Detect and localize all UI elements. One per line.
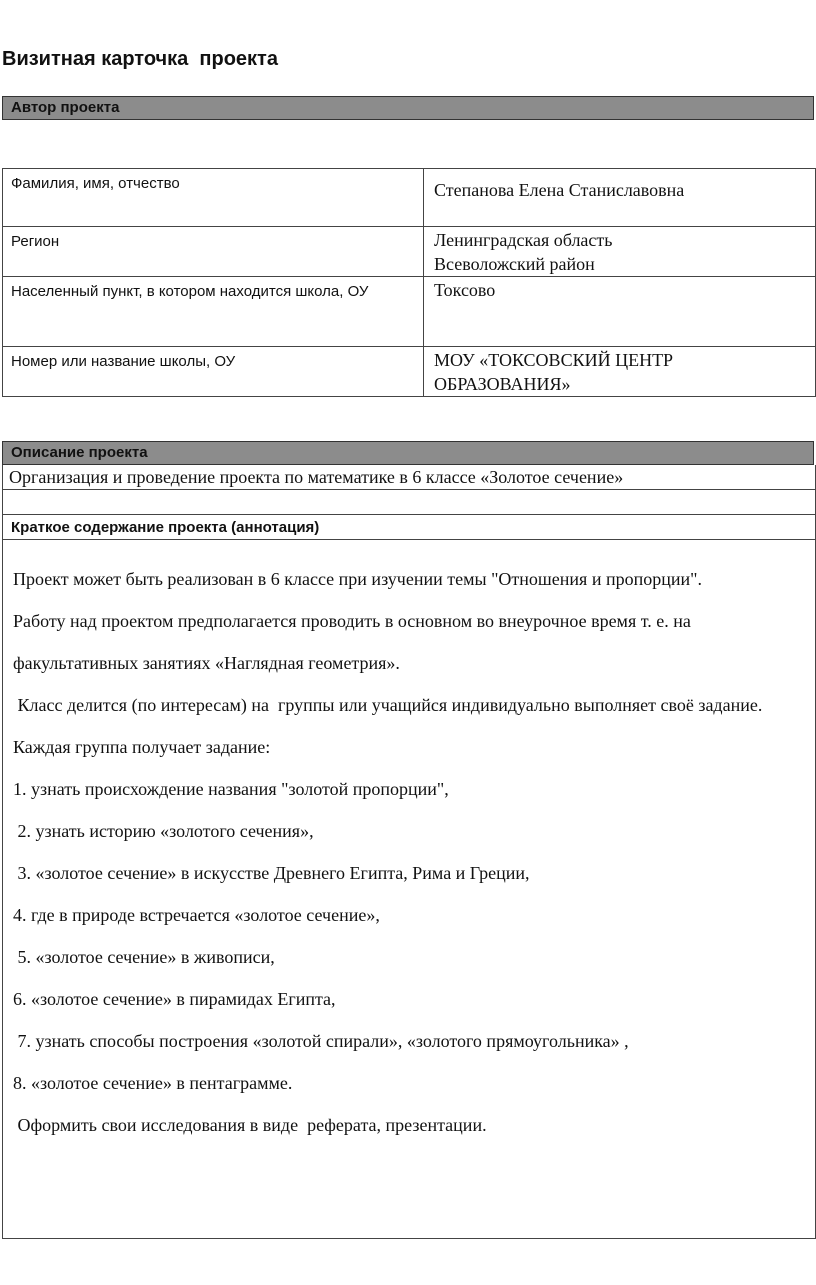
annotation-line: 6. «золотое сечение» в пирамидах Египта, <box>13 989 336 1009</box>
school-label: Номер или название школы, ОУ <box>3 347 424 397</box>
table-row <box>3 347 816 397</box>
annotation-line: Работу над проектом предполагается проводить в основном во внеурочное время т. е. на факультативных занятиях «Наглядная геометрия». <box>13 611 696 673</box>
document-title: Визитная карточка проекта <box>2 48 278 70</box>
locality-label: Населенный пункт, в котором находится школа, ОУ <box>3 277 424 347</box>
locality-value: Токсово <box>424 277 816 347</box>
fio-label: Фамилия, имя, отчество <box>3 169 424 227</box>
annotation-line: Класс делится (по интересам) на группы или учащийся индивидуально выполняет своё задание. Каждая группа получает задание: <box>13 695 767 757</box>
author-info-table <box>2 168 816 397</box>
project-title: Организация и проведение проекта по математике в 6 классе «Золотое сечение» <box>3 465 815 490</box>
annotation-line: Проект может быть реализован в 6 классе при изучении темы "Отношения и пропорции". <box>13 569 702 589</box>
region-label: Регион <box>3 227 424 277</box>
annotation-line: 2. узнать историю «золотого сечения», <box>13 821 314 841</box>
annotation-line: 4. где в природе встречается «золотое сечение», <box>13 905 380 925</box>
empty-row <box>3 490 815 515</box>
description-section-header: Описание проекта <box>2 441 814 465</box>
author-section-header: Автор проекта <box>2 96 814 120</box>
table-row <box>3 169 816 227</box>
table-row <box>3 227 816 277</box>
annotation-line: 5. «золотое сечение» в живописи, <box>13 947 275 967</box>
annotation-line: 1. узнать происхождение названия "золотой пропорции", <box>13 779 449 799</box>
annotation-line: 3. «золотое сечение» в искусстве Древнего Египта, Рима и Греции, <box>13 863 530 883</box>
annotation-header: Краткое содержание проекта (аннотация) <box>3 515 815 540</box>
annotation-text <box>3 540 815 1238</box>
description-box <box>2 465 816 1239</box>
annotation-line: Оформить свои исследования в виде реферата, презентации. <box>13 1115 487 1135</box>
annotation-line: 7. узнать способы построения «золотой спирали», «золотого прямоугольника» , <box>13 1031 629 1051</box>
annotation-line: 8. «золотое сечение» в пентаграмме. <box>13 1073 293 1093</box>
table-row <box>3 277 816 347</box>
region-value: Ленинградская область Всеволожский район <box>424 227 816 277</box>
fio-value: Степанова Елена Станиславовна <box>424 169 816 227</box>
school-value: МОУ «ТОКСОВСКИЙ ЦЕНТР ОБРАЗОВАНИЯ» <box>424 347 816 397</box>
